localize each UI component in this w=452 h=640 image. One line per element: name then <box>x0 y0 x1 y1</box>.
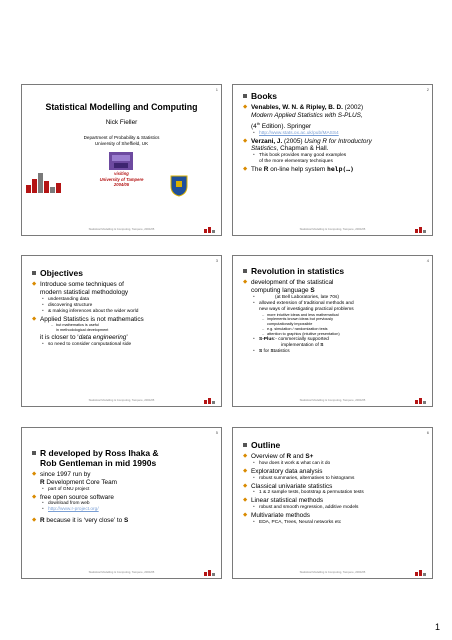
outline-item: ◆ Exploratory data analysis <box>243 468 426 476</box>
objective-1: ◆ Introduce some techniques of modern statistical methodology <box>32 281 215 297</box>
book-note: • This book provides many good examples of the more elementary techniques <box>243 153 426 165</box>
footer-logo-icon <box>415 569 428 576</box>
list-item: – but mathematics is useful in methodological development <box>32 323 215 333</box>
book-venables: ◆ Venables, W. N. & Ripley, B. D. (2002) Modern Applied Statistics with S-PLUS, (4th Edition). Springer <box>243 104 426 131</box>
slide-footer: Statistical Modelling & Computing, Tampere, 2004/05 <box>299 398 366 402</box>
visiting-note: visiting University of Tampere 2004/05 <box>99 171 144 188</box>
outline-item: ◆ Classical univariate statistics <box>243 483 426 491</box>
university-crest-icon <box>108 151 134 171</box>
list-item: • part of GNU project <box>32 487 215 493</box>
slide-number: 3 <box>215 258 218 263</box>
outline-item: ◆ Linear statistical methods <box>243 497 426 505</box>
slide-heading: Outline <box>243 440 426 450</box>
slide-5 <box>21 427 222 579</box>
department: Department of Probability & Statistics University of Sheffield, UK <box>83 135 160 147</box>
list-item: • understanding data <box>32 297 215 303</box>
slide-footer: Statistical Modelling & Computing, Tampere, 2004/05 <box>88 227 155 231</box>
slide-6 <box>232 427 433 579</box>
slide-footer: Statistical Modelling & Computing, Tampere, 2004/05 <box>299 227 366 231</box>
list-item: • & making inferences about the wider world <box>32 309 215 315</box>
list-item: • (at Bell Laboratories, late 70s) <box>243 295 426 301</box>
slide-number: 5 <box>215 430 218 435</box>
outline-item: ◆ Multivariate methods <box>243 512 426 520</box>
list-item: • robust and smooth regression, additive models <box>243 505 426 511</box>
slide-footer: Statistical Modelling & Computing, Tampere, 2004/05 <box>299 570 366 574</box>
slide-heading: R developed by Ross Ihaka & Rob Gentleman in mid 1990s <box>32 448 215 468</box>
list-item: • robust summaries, alternatives to histograms <box>243 476 426 482</box>
slide-number: 6 <box>426 430 429 435</box>
slide-number: 2 <box>426 87 429 92</box>
list-item: • download from web <box>32 501 215 507</box>
footer-logo-icon <box>415 226 428 233</box>
book-link[interactable]: • http://www.stats.ox.ac.uk/pub/MASS4 <box>243 131 426 137</box>
slide-3 <box>21 255 222 407</box>
slide-1 <box>21 84 222 236</box>
slide-number: 1 <box>215 87 218 92</box>
square-bullet-icon <box>32 271 36 275</box>
list-item: • discovering structure <box>32 303 215 309</box>
list-item: • S-Plus:- commercially supported implementation of S <box>243 337 426 349</box>
footer-logo-icon <box>204 569 217 576</box>
footer-logo-icon <box>415 397 428 404</box>
square-bullet-icon <box>243 443 247 447</box>
footer-logo-icon <box>204 226 217 233</box>
objective-3: it is closer to ‘data engineering’ <box>40 333 128 341</box>
r-name: ◆ R because it is ‘very close’ to S <box>32 517 215 525</box>
book-verzani: ◆ Verzani, J. (2005) Using R for Introductory Statistics, Chapman & Hall. <box>243 138 426 154</box>
list-item: – more intuitive ideas and less mathematical <box>243 313 426 318</box>
slide-4 <box>232 255 433 407</box>
revolution-point: ◆ development of the statistical computing language S <box>243 279 426 295</box>
list-item: • how does it work & what can it do <box>243 461 426 467</box>
r-history: ◆ since 1997 run by R Development Core Team <box>32 471 215 487</box>
slide-footer: Statistical Modelling & Computing, Tampere, 2004/05 <box>88 570 155 574</box>
list-item: – implements known ideas but previously computationally impossible <box>243 317 426 327</box>
outline-item: ◆ Overview of R and S+ <box>243 453 426 461</box>
r-free-software: ◆ free open source software <box>32 494 215 502</box>
square-bullet-icon <box>243 94 247 98</box>
slide-footer: Statistical Modelling & Computing, Tampere, 2004/05 <box>88 398 155 402</box>
slide-2 <box>232 84 433 236</box>
list-item: • EDA, PCA, Trees, Neural networks etc <box>243 520 426 526</box>
page-number: 1 <box>434 622 440 632</box>
sheffield-shield-icon <box>170 175 188 197</box>
objective-2: ◆ Applied Statistics is not mathematics <box>32 316 215 324</box>
list-item: – attention to graphics (intuitive presentation) <box>243 332 426 337</box>
square-bullet-icon <box>243 269 247 273</box>
square-bullet-icon <box>32 451 36 455</box>
list-item: • S for Statistics <box>243 349 426 355</box>
list-item: • 1 & 2 sample tests, bootstrap & permutation tests <box>243 490 426 496</box>
list-item: – e.g. simulation / randomization tests <box>243 327 426 332</box>
slide-number: 4 <box>426 258 429 263</box>
author-name: Nick Fieller <box>105 119 138 126</box>
list-item: • allowed extension of traditional methods and new ways of investigating practical problems <box>243 301 426 313</box>
footer-logo-icon <box>204 397 217 404</box>
slide-heading: Books <box>243 91 426 101</box>
slide-heading: Objectives <box>32 268 215 278</box>
slide-heading: Revolution in statistics <box>243 266 426 276</box>
list-item: • so need to consider computational side <box>32 342 215 348</box>
slide-title: Statistical Modelling and Computing <box>45 102 198 112</box>
r-project-link[interactable]: • http://www.r-project.org/ <box>32 507 215 513</box>
help-system: ◆ The R on-line help system help(…) <box>243 166 426 174</box>
